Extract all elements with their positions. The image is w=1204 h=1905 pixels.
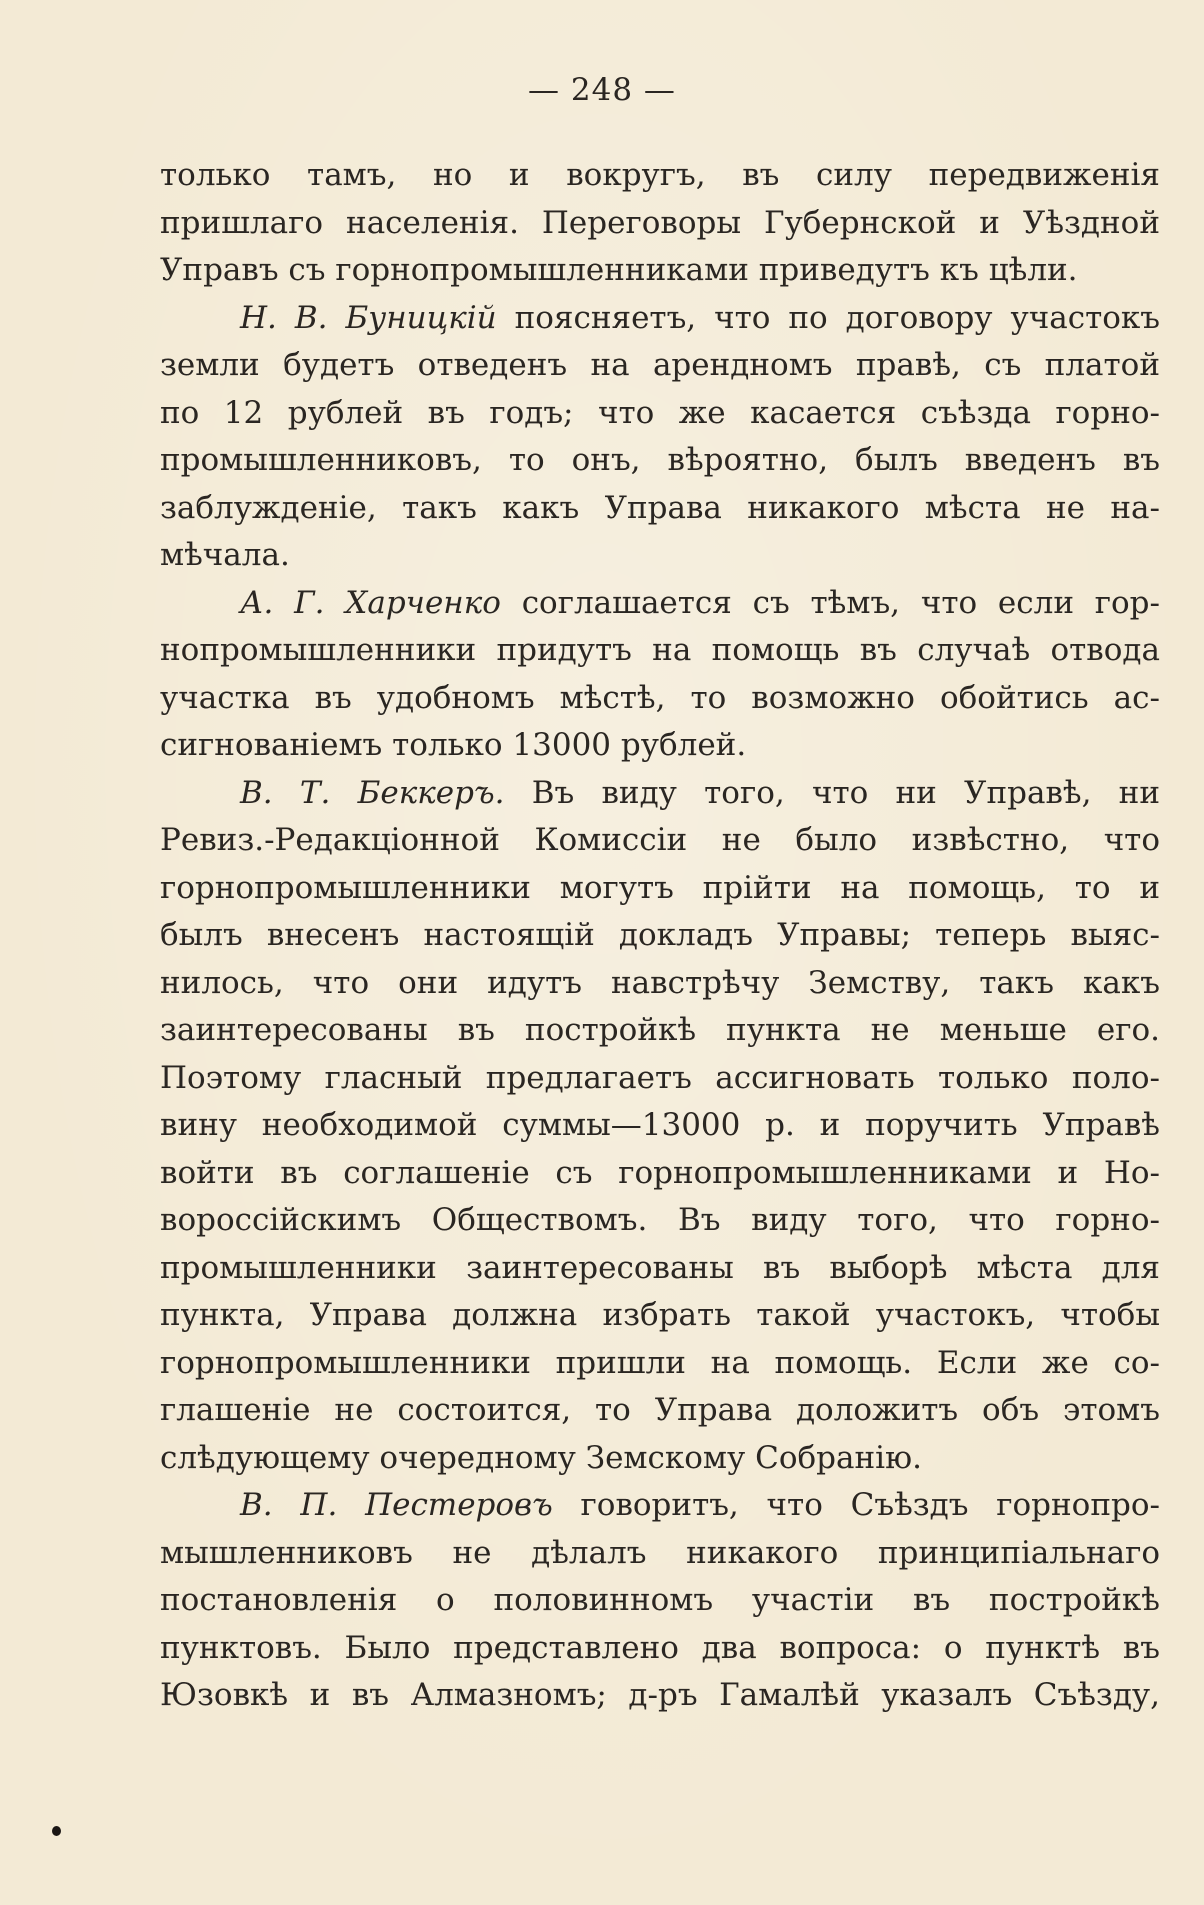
text-run: говоритъ, что Съѣздъ горнопро- — [552, 1487, 1160, 1523]
text-line: нилось, что они идутъ навстрѣчу Земству, такъ какъ — [160, 964, 1160, 1001]
page-number: — 248 — — [528, 72, 676, 108]
text-line: постановленія о половинномъ участіи въ постройкѣ — [160, 1582, 1160, 1618]
text-line: Управъ съ горнопромышленниками приведутъ къ цѣли. — [160, 252, 1078, 288]
text-line: промышленники заинтересованы въ выборѣ мѣста для — [160, 1249, 1160, 1286]
text-line: пункта, Управа должна избрать такой участокъ, чтобы — [160, 1297, 1160, 1333]
text-line: вину необходимой суммы—13000 р. и поручить Управѣ — [160, 1107, 1160, 1143]
text-line: горнопромышленники пришли на помощь. Если же со- — [160, 1344, 1160, 1381]
text-line: Юзовкѣ и въ Алмазномъ; д-ръ Гамалѣй указалъ Съѣзду, — [160, 1677, 1160, 1713]
text-line: земли будетъ отведенъ на арендномъ правѣ, съ платой — [160, 347, 1160, 383]
speaker-name: А. Г. Харченко — [240, 584, 501, 621]
text-line — [160, 770, 1160, 818]
text-line — [160, 295, 1160, 343]
text-line: промышленниковъ, то онъ, вѣроятно, былъ введенъ въ — [160, 442, 1160, 478]
text-line: вороссійскимъ Обществомъ. Въ виду того, что горно- — [160, 1202, 1160, 1238]
text-line: пунктовъ. Было представлено два вопроса: о пунктѣ въ — [160, 1629, 1160, 1666]
text-line: горнопромышленники могутъ прійти на помощь, то и — [160, 869, 1160, 906]
text-line: нопромышленники придутъ на помощь въ случаѣ отвода — [160, 632, 1160, 668]
text-run: соглашается съ тѣмъ, что если гор- — [500, 584, 1160, 621]
text-line: мышленниковъ не дѣлалъ никакого принципіальнаго — [160, 1534, 1160, 1571]
text-line — [160, 1482, 1160, 1530]
text-line: сигнованіемъ только 13000 рублей. — [160, 727, 747, 763]
page-body-text — [160, 152, 1160, 1720]
text-line: по 12 рублей въ годъ; что же касается съѣзда горно- — [160, 394, 1160, 431]
text-line: войти въ соглашеніе съ горнопромышленниками и Но- — [160, 1154, 1160, 1191]
text-line: былъ внесенъ настоящій докладъ Управы; теперь выяс- — [160, 917, 1160, 953]
text-line: глашеніе не состоится, то Управа доложитъ объ этомъ — [160, 1392, 1160, 1428]
speaker-name: Н. В. Буницкій — [240, 299, 497, 336]
text-line: участка въ удобномъ мѣстѣ, то возможно обойтись ас- — [160, 679, 1160, 716]
text-line: Поэтому гласный предлагаетъ ассигновать только поло- — [160, 1059, 1160, 1096]
text-line: Ревиз.-Редакціонной Комиссіи не было извѣстно, что — [160, 822, 1160, 858]
text-line: слѣдующему очередному Земскому Собранію. — [160, 1439, 922, 1476]
text-line: мѣчала. — [160, 537, 290, 573]
ink-spot — [52, 1826, 61, 1836]
text-line — [160, 580, 1160, 628]
text-run: поясняетъ, что по договору участокъ — [496, 299, 1160, 336]
text-line: заблужденіе, такъ какъ Управа никакого мѣста не на- — [160, 489, 1160, 526]
speaker-name: В. П. Пестеровъ — [240, 1487, 553, 1523]
text-line: только тамъ, но и вокругъ, въ силу передвиженія — [160, 157, 1160, 193]
text-line: заинтересованы въ постройкѣ пункта не меньше его. — [160, 1012, 1160, 1048]
text-line: пришлаго населенія. Переговоры Губернской и Уѣздной — [160, 204, 1160, 241]
speaker-name: В. Т. Беккеръ. — [240, 774, 505, 811]
text-run: Въ виду того, что ни Управѣ, ни — [504, 774, 1161, 811]
